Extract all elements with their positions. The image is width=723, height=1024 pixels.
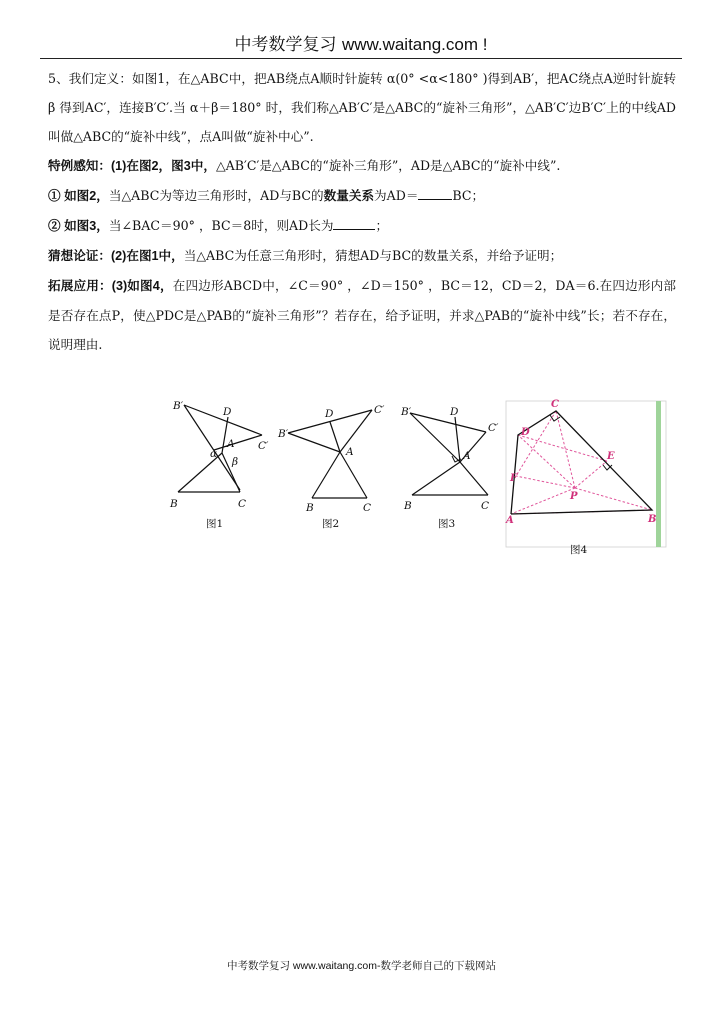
guess-label: 猜想论证：(2)在图1中， <box>48 249 184 263</box>
special-label: 特例感知：(1)在图2，图3中， <box>48 159 216 173</box>
question-1 <box>48 181 676 211</box>
fig2-caption: 图2 <box>322 518 340 530</box>
special-case <box>48 151 676 181</box>
definition-text: 5、我们定义：如图1，在△ABC中，把AB绕点A顺时针旋转 α(0° <α<180° )得到AB′，把AC绕点A逆时针旋转 β 得到AC′，连接B′C′.当 α＋β＝180° 时，我们称△AB′C′是△ABC的“旋补三角形”，△AB′C′边B′C′上的中线AD叫做△ABC的“旋补中线”，点A叫做“旋补中心”. <box>48 71 676 144</box>
fig4-label-E: E <box>607 451 615 462</box>
fig2-label-C: C <box>363 502 372 514</box>
fig4-label-B: B <box>648 514 657 525</box>
fig4-label-C: C <box>551 399 559 410</box>
figures-svg <box>0 395 723 565</box>
q2-label: ② 如图3， <box>48 219 109 233</box>
ext-label: 拓展应用：(3)如图4， <box>48 279 173 293</box>
fig3-label-Bp: B′ <box>401 406 412 418</box>
figure-4 <box>505 399 666 556</box>
fig2-label-A: A <box>346 446 354 458</box>
fig1-label-B: B <box>170 498 178 510</box>
fig1-label-C: C <box>238 498 247 510</box>
fig1-label-beta: β <box>232 456 239 468</box>
fig3-label-A: A <box>463 450 471 462</box>
fig1-label-alpha: α <box>210 448 218 460</box>
fig3-caption: 图3 <box>438 518 456 530</box>
fig2-label-Cp: C′ <box>374 404 385 416</box>
header-title: 中考数学复习 <box>234 35 337 55</box>
fig4-caption: 图4 <box>570 544 588 556</box>
q1-label: ① 如图2， <box>48 189 109 203</box>
q2-answer-blank[interactable] <box>333 229 375 230</box>
fig3-label-D: D <box>450 406 459 418</box>
fig3-label-B: B <box>404 500 412 512</box>
fig1-caption: 图1 <box>206 518 224 530</box>
fig1-label-D: D <box>223 406 232 418</box>
extension <box>48 271 676 359</box>
q2-text: 当∠BAC＝90° ，BC＝8时，则AD长为 <box>108 218 334 233</box>
fig4-label-D: D <box>521 427 530 438</box>
guess-text: 当△ABC为任意三角形时，猜想AD与BC的数量关系，并给予证明； <box>183 248 563 263</box>
fig2-label-Bp: B′ <box>278 428 289 440</box>
problem-definition <box>48 64 676 151</box>
page-header <box>40 34 682 56</box>
fig2-label-D: D <box>325 408 334 420</box>
fig1-label-Cp: C′ <box>258 440 269 452</box>
q1-text: 当△ABC为等边三角形时，AD与BC的 <box>108 188 324 203</box>
fig2-label-B: B <box>306 502 314 514</box>
guess-proof <box>48 241 676 271</box>
fig1-label-A: A <box>227 438 235 450</box>
q1-text-c: BC； <box>452 188 485 203</box>
q1-text-b: 为AD＝ <box>374 188 419 203</box>
header-url: www.waitang.com ! <box>341 35 488 54</box>
ext-text: 在四边形ABCD中，∠C＝90° ，∠D＝150° ，BC＝12，CD＝2，DA＝6.在四边形内部是否存在点P，使△PDC是△PAB的“旋补三角形”？若存在，给予证明，并求△PAB的“旋补中线”长；若不存在，说明理由. <box>48 278 677 352</box>
fig1-label-Bp: B′ <box>173 400 184 412</box>
fig4-label-P: P <box>570 491 578 502</box>
special-text: △AB′C′是△ABC的“旋补三角形”，AD是△ABC的“旋补中线”. <box>215 158 561 173</box>
q1-bold: 数量关系 <box>323 189 375 203</box>
fig3-label-C: C <box>481 500 490 512</box>
fig4-label-F: F <box>510 473 518 484</box>
figure-1 <box>178 405 262 492</box>
fig3-label-Cp: C′ <box>488 422 499 434</box>
figure-3 <box>410 413 488 495</box>
question-2 <box>48 211 676 241</box>
problem-body <box>48 64 676 359</box>
figures-row <box>0 395 723 565</box>
header-rule <box>40 58 682 59</box>
figure-2 <box>288 410 372 498</box>
q1-answer-blank[interactable] <box>418 199 452 200</box>
page-footer: 中考数学复习 www.waitang.com-数学老师自己的下载网站 <box>227 960 496 972</box>
q2-end: ； <box>375 218 389 233</box>
fig4-label-A: A <box>506 515 514 526</box>
